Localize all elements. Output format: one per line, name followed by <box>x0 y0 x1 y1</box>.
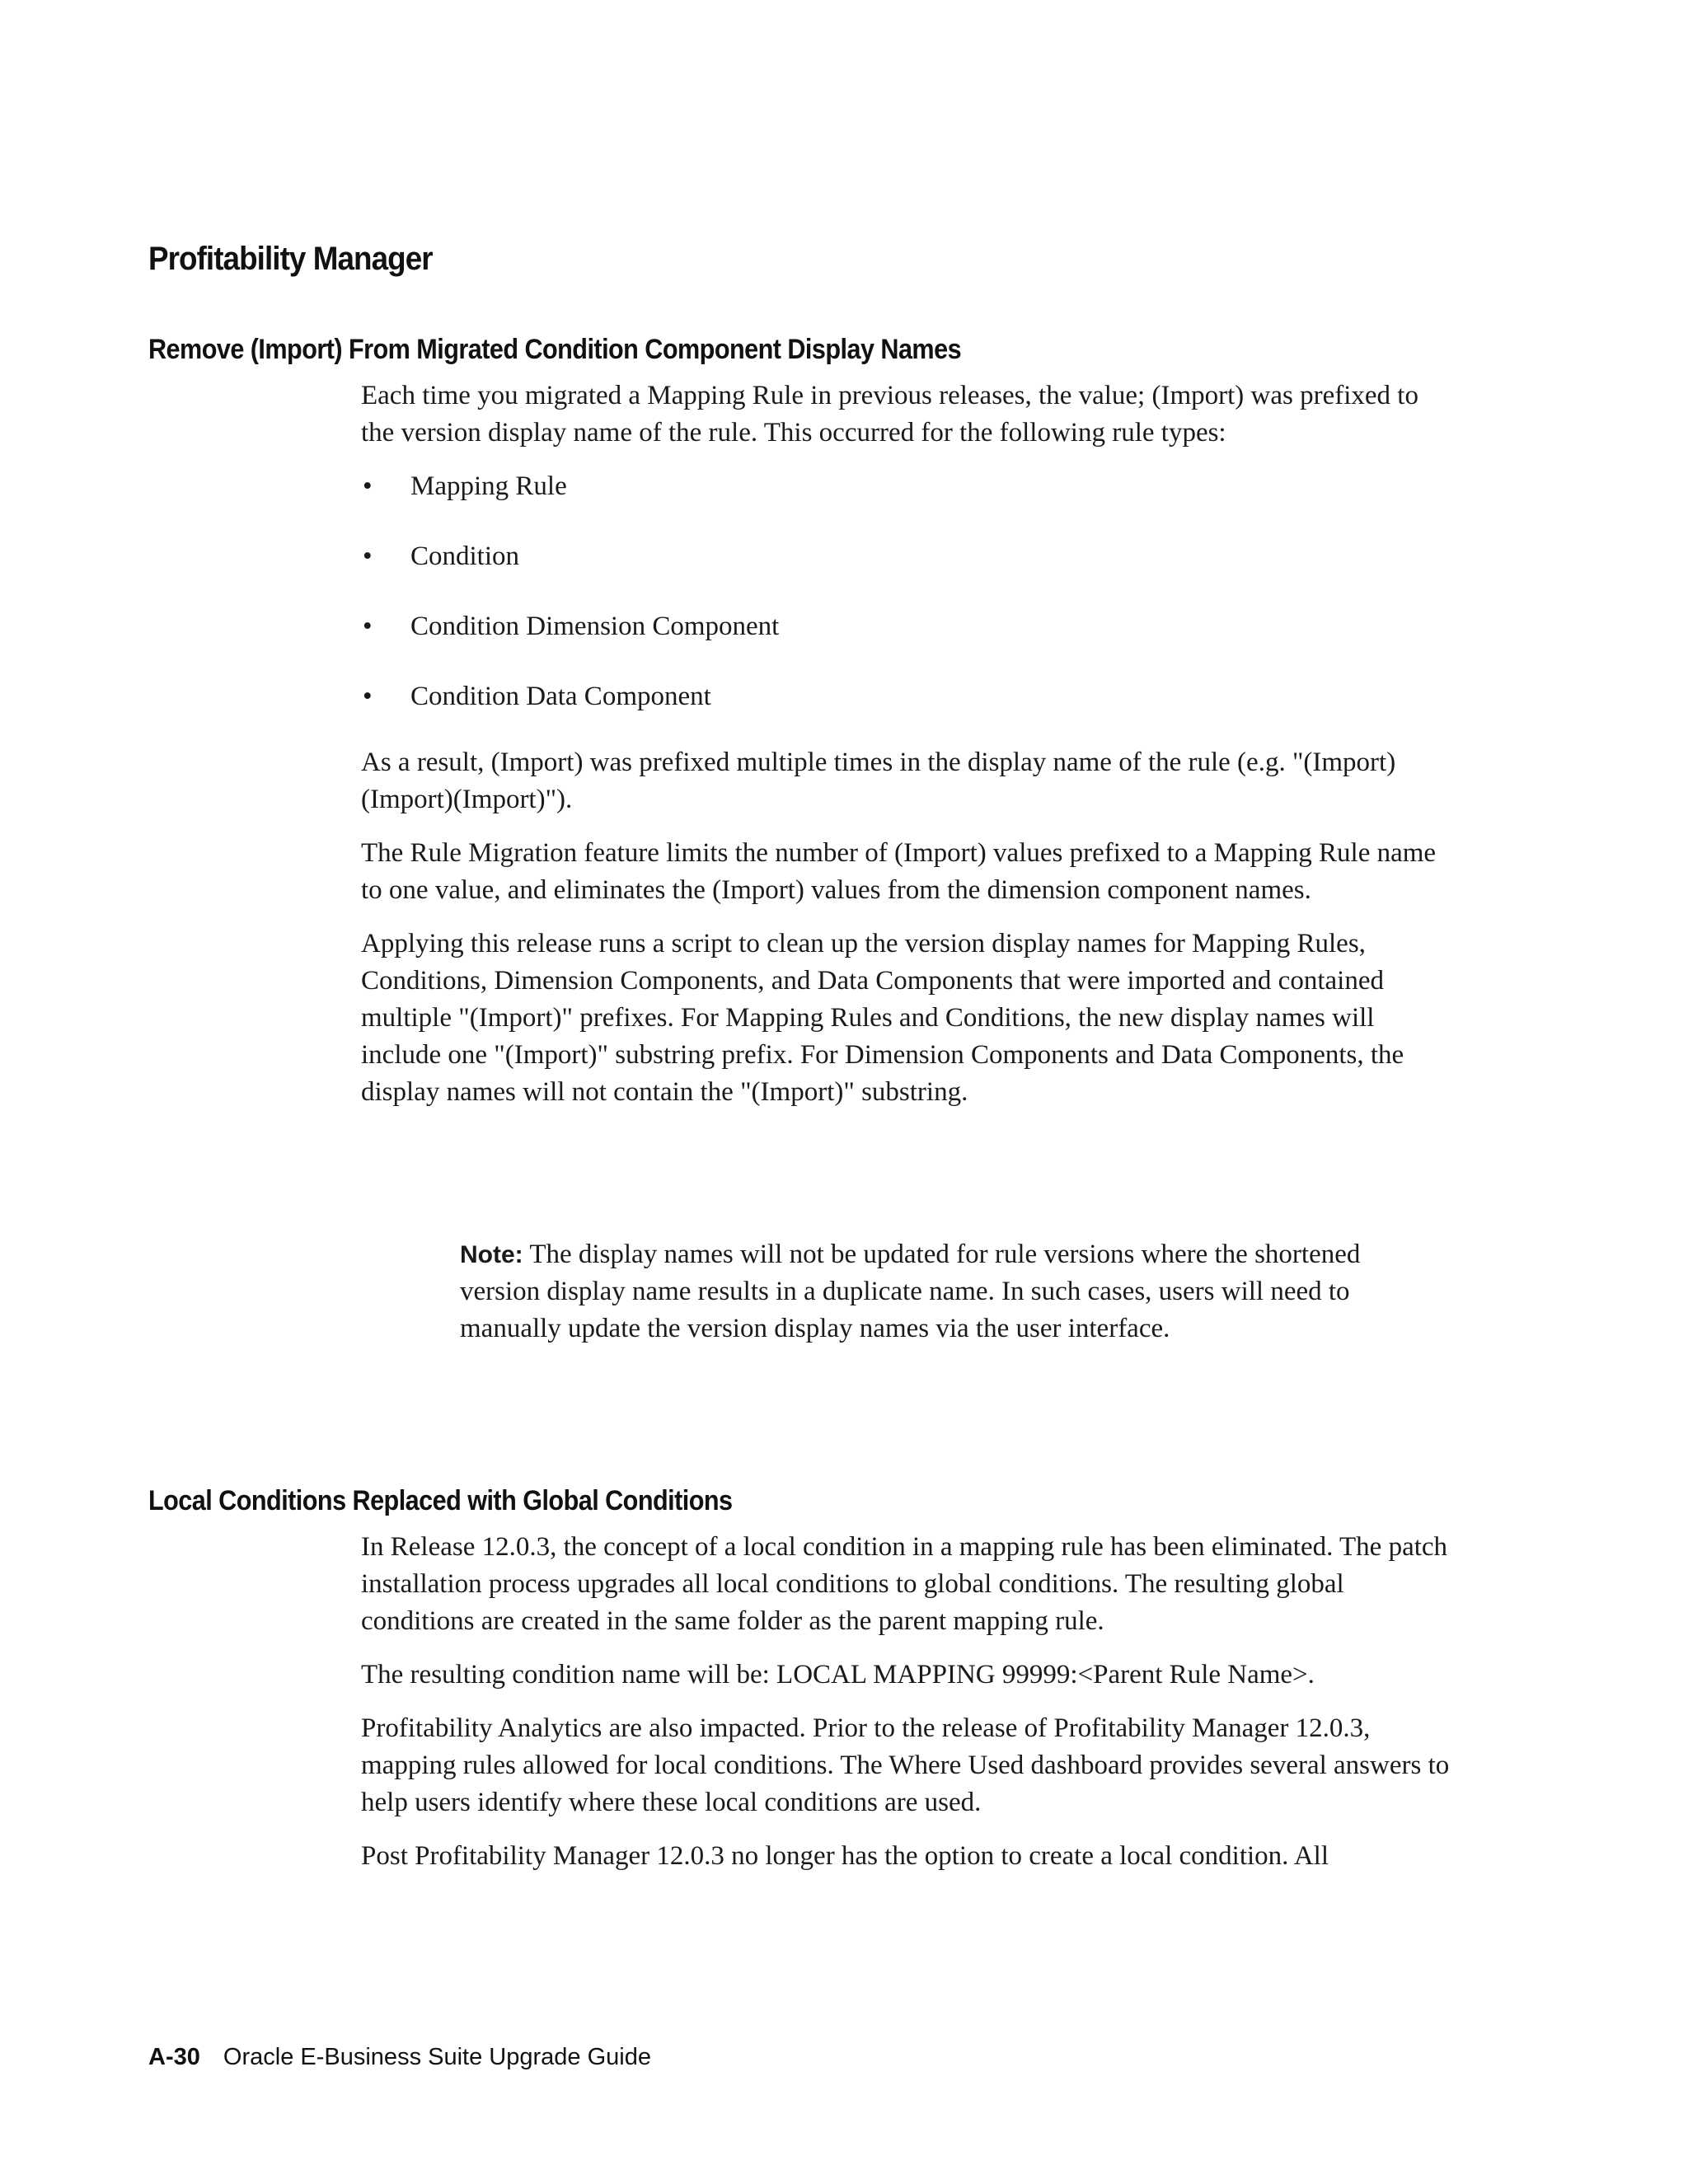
section-body-remove-import <box>361 377 1449 1127</box>
paragraph: Post Profitability Manager 12.0.3 no longer has the option to create a local condition. All <box>361 1841 1329 1871</box>
rule-types-list <box>361 468 1449 728</box>
bullet-icon: • <box>363 471 373 501</box>
bullet-icon: • <box>363 682 373 711</box>
list-item <box>361 538 1449 608</box>
section-intro-paragraph: Each time you migrated a Mapping Rule in previous releases, the value; (Import) was prefixed to the version display name of the rule. This occurred for the following rule types: <box>361 381 1418 448</box>
note-text: The display names will not be updated for rule versions where the shortened version display name results in a duplicate name. In such cases, users will need to manually update the version display names via the user interface. <box>460 1240 1361 1343</box>
paragraph: Applying this release runs a script to clean up the version display names for Mapping Rules, Conditions, Dimension Components, and Data Components that were imported and contained multiple "(Import)" prefixes. For Mapping Rules and Conditions, the new display names will include one "(Import)" substring prefix. For Dimension Components and Data Components, the display names will not contain the "(Import)" substring. <box>361 929 1404 1107</box>
list-item-text: Condition Data Component <box>410 682 711 711</box>
list-item-text: Condition <box>410 541 520 571</box>
list-item-text: Condition Dimension Component <box>410 612 780 641</box>
list-item <box>361 678 1449 728</box>
paragraph: The resulting condition name will be: LOCAL MAPPING 99999:<Parent Rule Name>. <box>361 1660 1315 1690</box>
bullet-icon: • <box>363 612 373 641</box>
paragraph: As a result, (Import) was prefixed multiple times in the display name of the rule (e.g. "(Import)(Import)(Import)"). <box>361 748 1396 814</box>
page-footer <box>148 2044 651 2071</box>
list-item-text: Mapping Rule <box>410 471 567 501</box>
guide-title: Oracle E-Business Suite Upgrade Guide <box>223 2044 651 2070</box>
note-label: Note: <box>460 1241 523 1268</box>
note-block <box>460 1236 1367 1347</box>
list-item <box>361 608 1449 678</box>
paragraph: Profitability Analytics are also impacted. Prior to the release of Profitability Manager 12.0.3, mapping rules allowed for local conditions. The Where Used dashboard provides several answers to help users identify where these local conditions are used. <box>361 1713 1450 1817</box>
paragraph: In Release 12.0.3, the concept of a local condition in a mapping rule has been eliminated. The patch installation process upgrades all local conditions to global conditions. The resulting global conditions are created in the same folder as the parent mapping rule. <box>361 1532 1448 1636</box>
page-title: Profitability Manager <box>148 241 433 277</box>
section-body-local-conditions <box>361 1529 1461 1891</box>
list-item <box>361 468 1449 538</box>
page-number: A-30 <box>148 2044 200 2070</box>
paragraph: The Rule Migration feature limits the number of (Import) values prefixed to a Mapping Rule name to one value, and eliminates the (Import) values from the dimension component names. <box>361 838 1437 905</box>
section-heading-local-conditions: Local Conditions Replaced with Global Conditions <box>148 1485 733 1516</box>
section-heading-remove-import: Remove (Import) From Migrated Condition Component Display Names <box>148 334 962 365</box>
bullet-icon: • <box>363 541 373 571</box>
